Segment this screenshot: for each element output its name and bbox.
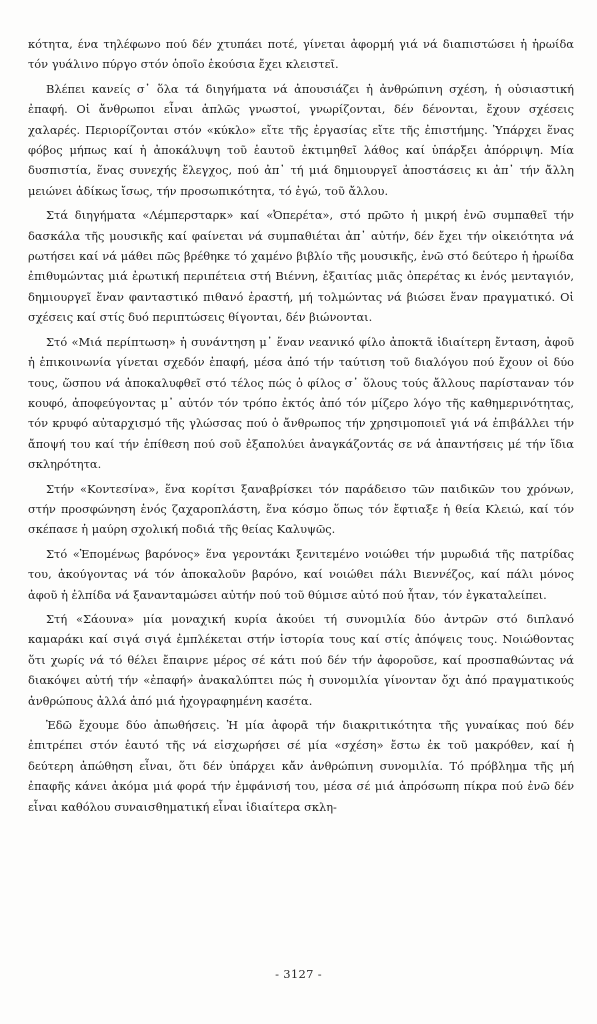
paragraph: Βλέπει κανείς σ᾽ ὅλα τά διηγήματα νά ἀπουσιάζει ἡ ἀνθρώπινη σχέση, ἡ οὐσιαστική ἐπαφή. Οἱ ἄνθρωποι εἶναι ἁπλῶς γνωστοί, γνωρίζονται, δέν δένονται, ἔχουν σχέσεις χαλαρές. Περιορίζονται στόν «κύκλο» εἴτε τῆς ἐργασίας εἴτε τῆς ἐπιστήμης. Ὑπάρχει ἕνας φόβος μήπως καί ἡ ἀποκάλυψη τοῦ ἑαυτοῦ ἐκτιμηθεῖ λάθος καί ὑπάρξει ἀπόρριψη. Μία δυσπιστία, ἕνας συνεχής ἔλεγχος, πού ἀπ᾽ τή μιά δημιουργεῖ ἀποστάσεις κι ἀπ᾽ τήν ἄλλη μειώνει ἀδίκως ἴσως, τήν προσωπικότητα, τό ἐγώ, τοῦ ἄλλου.	[28, 81, 574, 198]
paragraph: Στή «Σάουνα» μία μοναχική κυρία ἀκούει τή συνομιλία δύο ἀντρῶν στό διπλανό καμαράκι καί σιγά σιγά ἐμπλέκεται στήν ἱστορία τους καί στίς ἀπόψεις τους. Νοιώθοντας ὅτι χωρίς νά τό θέλει ἔπαιρνε μέρος σέ κάτι πού δέν τήν ἀφοροῦσε, καί προσπαθώντας νά διακόψει αὐτή τήν «ἐπαφή» ἀνακαλύπτει πώς ἡ συνομιλία γίνονταν ὄχι ἀπό πραγματικούς ἀνθρώπους ἀλλά ἀπό μιά ἠχογραφημένη κασέτα.	[28, 611, 574, 708]
page-number: - 3127 -	[275, 967, 322, 981]
paragraph: Ἐδῶ ἔχουμε δύο ἀπωθήσεις. Ἡ μία ἀφορᾶ τήν διακριτικότητα τῆς γυναίκας πού δέν ἐπιτρέπει στόν ἑαυτό τῆς νά εἰσχωρήσει σέ μία «σχέση» ἔστω ἐκ τοῦ μακρόθεν, καί ἡ δεύτερη ἀπώθηση εἶναι, ὅτι δέν ὑπάρχει κἄν ἀνθρώπινη συνομιλία. Τό πρόβλημα τῆς μή ἐπαφῆς κάνει ἀκόμα μιά φορά τήν ἐμφάνισή του, μέσα σέ μιά ἀπρόσωπη πίκρα πού ἐνῶ δέν εἶναι καθόλου συναισθηματική εἶναι ἰδιαίτερα σκλη-	[28, 718, 574, 814]
paragraph-continuation: κότητα, ένα τηλέφωνο πού δέν χτυπάει ποτέ, γίνεται ἀφορμή γιά νά διαπιστώσει ἡ ἡρωίδα τόν γυάλινο πύργο στόν ὁποῖο ἑκούσια ἔχει κλειστεῖ.	[28, 37, 574, 72]
paragraph: Στά διηγήματα «Λέμπερσταρκ» καί «Ὀπερέτα», στό πρῶτο ἡ μικρή ἐνῶ συμπαθεῖ τήν δασκάλα τῆς μουσικῆς καί φαίνεται νά συμπαθιέται ἀπ᾽ αὐτήν, δέν ἔχει τήν οἰκειότητα νά ρωτήσει καί νά μάθει πῶς βρέθηκε τό χαμένο βιβλίο τῆς μουσικῆς, ἐνῶ στό δεύτερο ἡ ἡρωίδα ἐπιθυμώντας μιά ἐρωτική περιπέτεια στή Βιέννη, ἐξαιτίας μιᾶς ὀπερέτας κι ἑνός μενταγιόν, δημιουργεῖ ἕναν φανταστικό πιθανό ἐραστή, μή τολμώντας νά βιώσει ἕναν πραγματικό. Οἱ σχέσεις καί στίς δυό περιπτώσεις θίγονται, δέν βιώνονται.	[28, 208, 574, 325]
paragraph: Στό «Μιά περίπτωση» ἡ συνάντηση μ᾽ ἕναν νεανικό φίλο ἀποκτᾶ ἰδιαίτερη ἔνταση, ἀφοῦ ἡ ἐπικοινωνία γίνεται σχεδόν ἐπαφή, μέσα ἀπό τήν ταύτιση τοῦ διαλόγου πού ἔχουν οἱ δύο τους, ὥσπου νά ἀποκαλυφθεῖ στό τέλος πώς ὁ φίλος σ᾽ ὅλους τούς ἄλλους παρίσταναν τόν κουφό, ἀποφεύγοντας μ᾽ αὐτόν τόν τρόπο ἐκτός ἀπό τόν μίζερο λόγο τῆς καθημερινότητας, τόν κρυφό αὐταρχισμό τῆς γλώσσας πού ὁ ἄνθρωπος τήν χρησιμοποιεῖ γιά νά ἐπιβάλλει τήν ἄποψή του καί τήν ἐπίθεση πού σοῦ ἐξαπολύει ἀναγκάζοντάς σε νά ἀπαντήσεις μέ τήν ἴδια σκληρότητα.	[28, 334, 574, 472]
body-text	[28, 34, 574, 817]
paragraph: Στό «Ἐπομένως βαρόνος» ἕνα γεροντάκι ξενιτεμένο νοιώθει τήν μυρωδιά τῆς πατρίδας του, ἀκούγοντας νά τόν ἀποκαλοῦν βαρόνο, καί νοιώθει πάλι Βιεννέζος, καί πάλι μόνος ἀφοῦ ἡ ἐλπίδα νά ξανανταμώσει αὐτήν πού τοῦ θύμισε αὐτό πού ἦταν, τόν ἐγκαταλείπει.	[28, 546, 574, 602]
paragraph: Στήν «Κοντεσίνα», ἕνα κορίτσι ξαναβρίσκει τόν παράδεισο τῶν παιδικῶν του χρόνων, στήν προσφώνηση ἑνός ζαχαροπλάστη, ἕνα κόσμο ὅπως τόν ἔφτιαξε ἡ θεία Κλειώ, καί τόν σκέπασε ἡ μαύρη σχολική ποδιά τῆς θείας Καλυψῶς.	[28, 481, 574, 537]
